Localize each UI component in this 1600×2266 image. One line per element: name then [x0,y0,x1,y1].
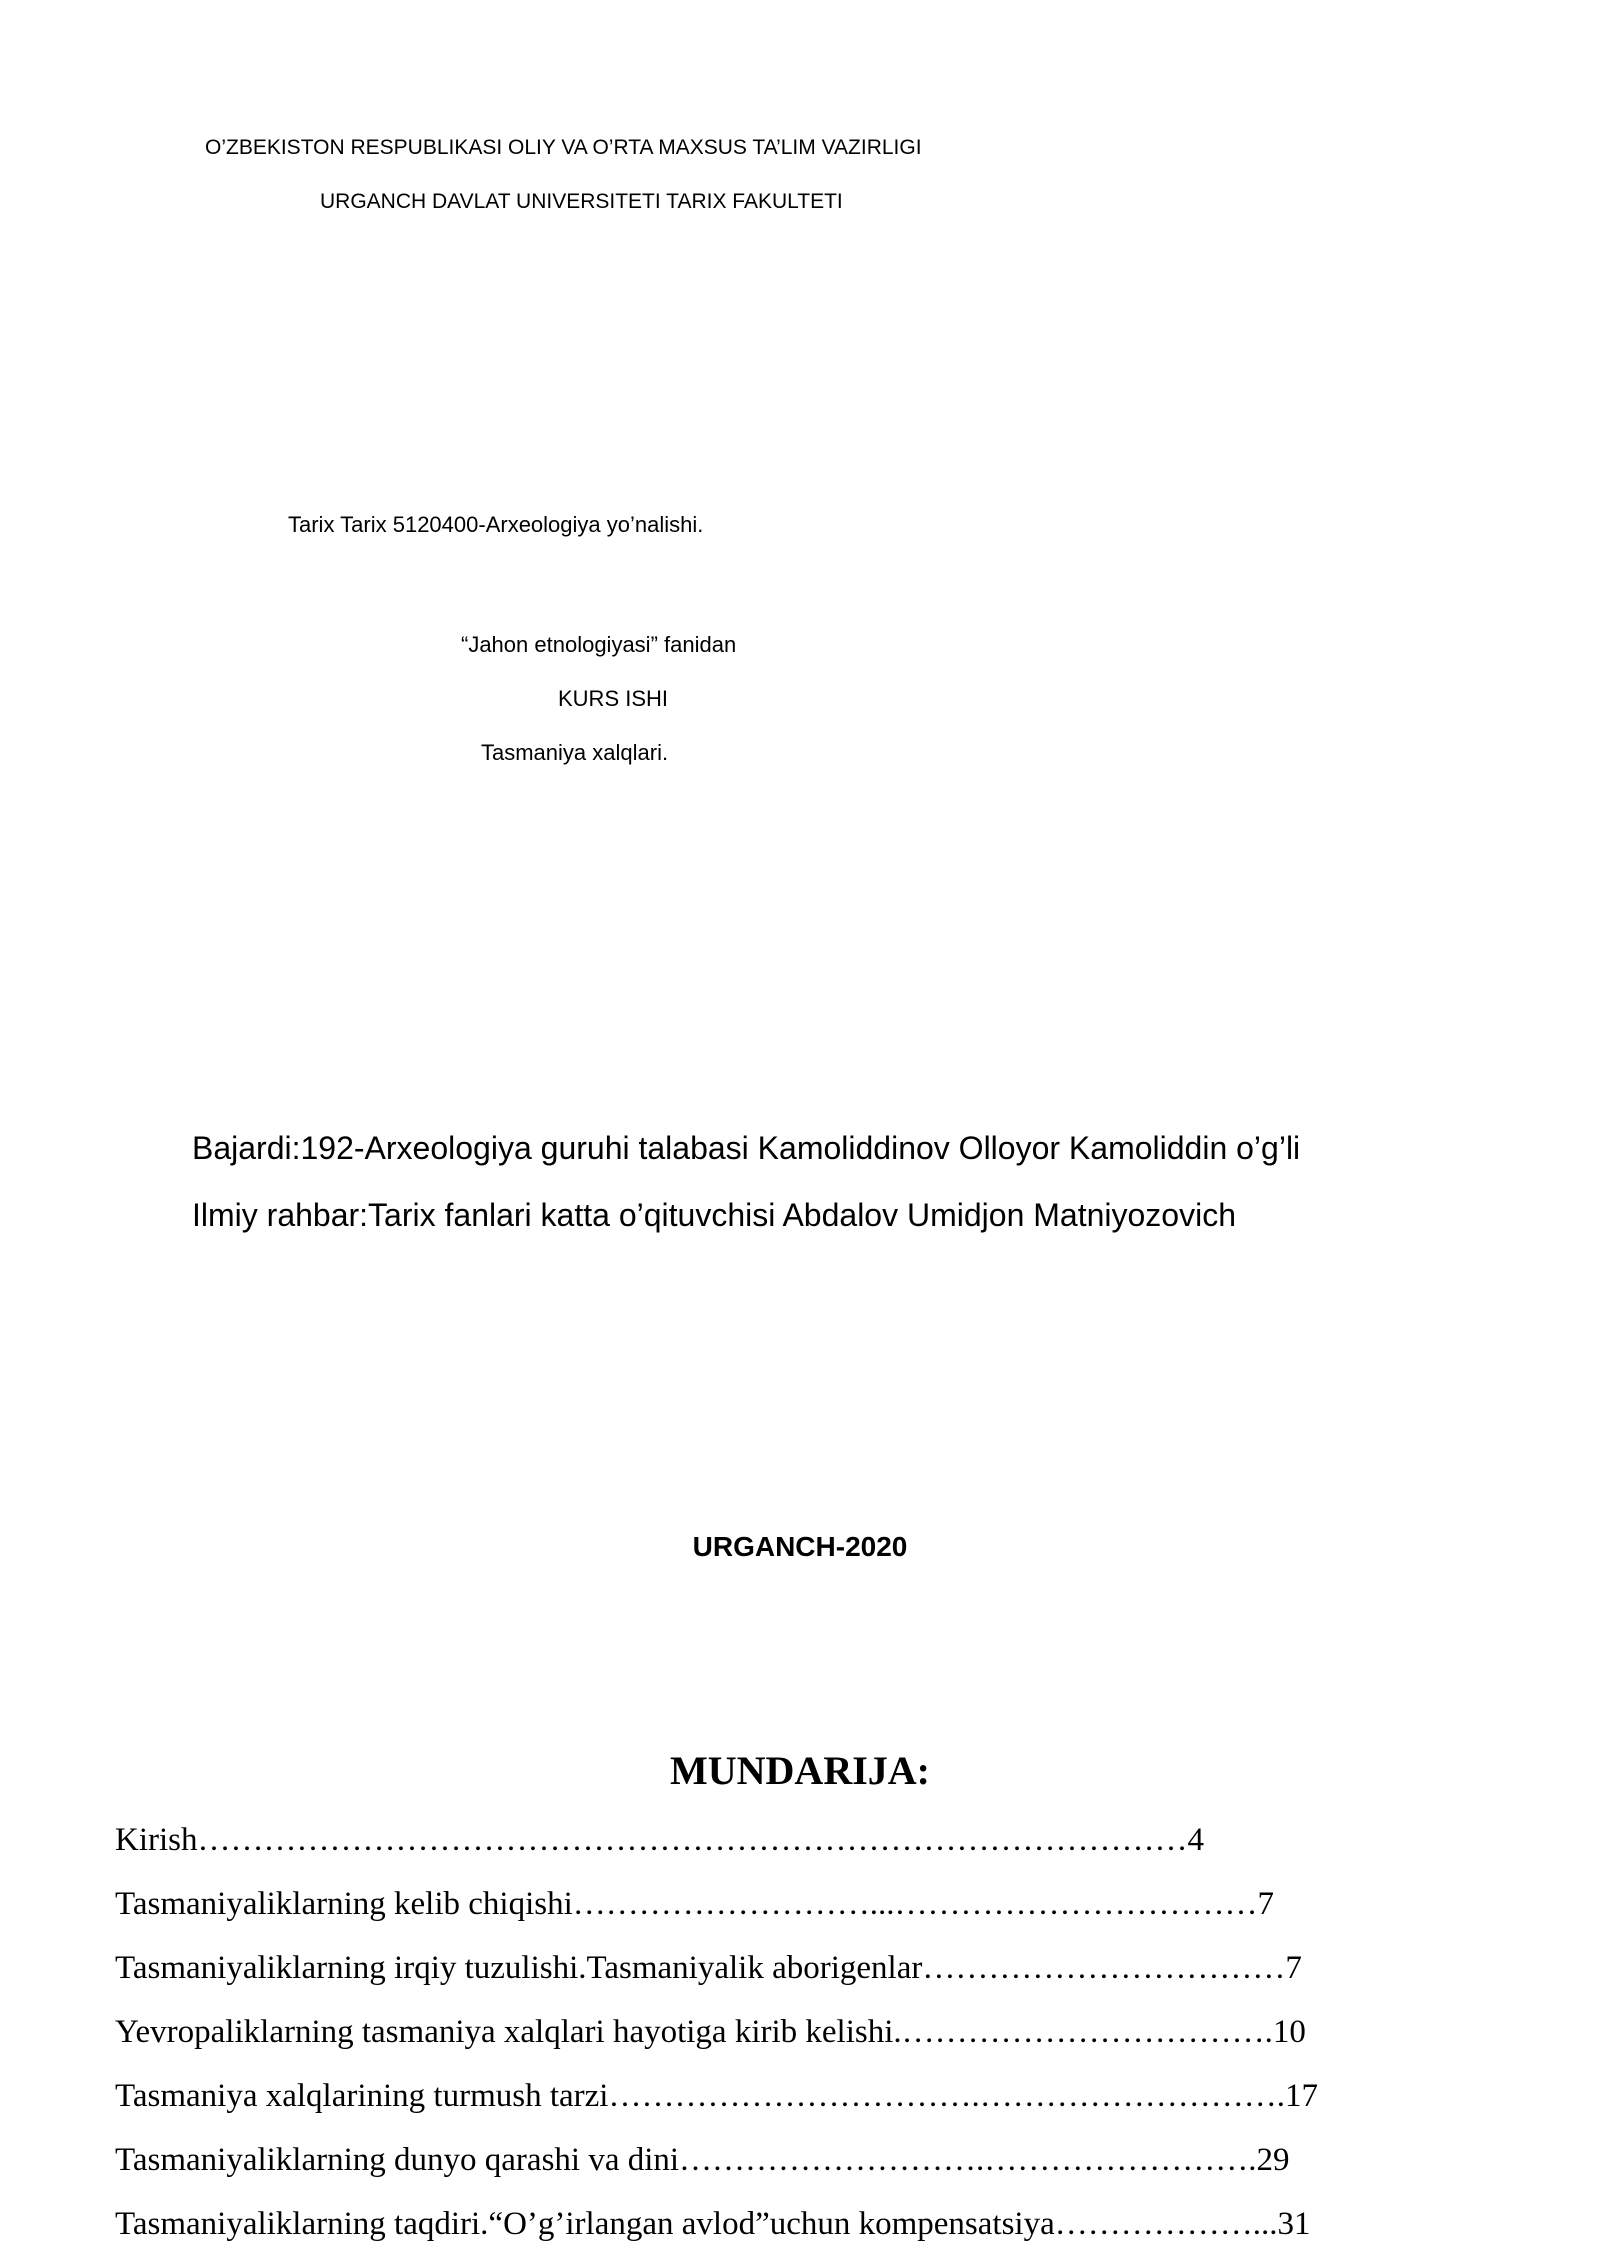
work-topic: Tasmaniya xalqlari. [481,740,669,765]
subject-name: “Jahon etnologiyasi” fanidan [461,632,737,657]
toc-item: Tasmaniyaliklarning dunyo qarashi va dini……………………….…………………….29 [115,2142,1290,2178]
study-direction: Tarix Tarix 5120400-Arxeologiya yo’nalishi. [288,512,704,537]
toc-title: MUNDARIJA: [670,1748,930,1793]
toc-item: Tasmaniya xalqlarining turmush tarzi…………………………….……………………….17 [115,2078,1318,2114]
toc-item: Kirish………………………………………………………………………………4 [115,1822,1204,1858]
toc-item: Yevropaliklarning tasmaniya xalqlari hayotiga kirib kelishi.…………………………….10 [115,2014,1306,2050]
table-of-contents [115,1818,1505,2266]
author-line: Bajardi:192-Arxeologiya guruhi talabasi Kamoliddinov Olloyor Kamoliddin o’g’li [192,1130,1301,1166]
university-name: URGANCH DAVLAT UNIVERSITETI TARIX FAKULTETI [320,190,843,213]
ministry-name: O’ZBEKISTON RESPUBLIKASI OLIY VA O’RTA MAXSUS TA’LIM VAZIRLIGI [205,136,922,159]
toc-item: Tasmaniyaliklarning kelib chiqishi………………………...……………………………7 [115,1886,1275,1922]
city-year: URGANCH-2020 [692,1531,908,1562]
toc-item: Tasmaniyaliklarning taqdiri.“O’g’irlangan avlod”uchun kompensatsiya………………...31 [115,2206,1311,2242]
toc-item: Tasmaniyaliklarning irqiy tuzulishi.Tasmaniyalik aborigenlar……………………………7 [115,1950,1302,1986]
supervisor-line: Ilmiy rahbar:Tarix fanlari katta o’qituvchisi Abdalov Umidjon Matniyozovich [192,1197,1236,1233]
work-type: KURS ISHI [558,686,669,711]
